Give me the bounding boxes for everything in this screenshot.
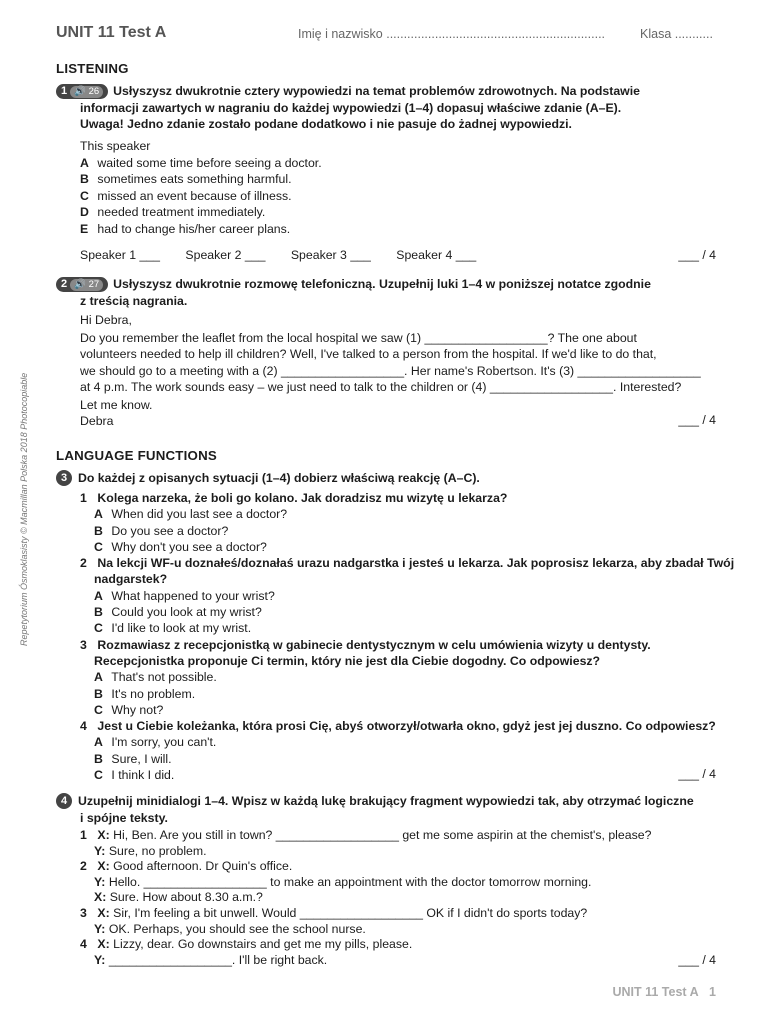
exercise-1-badge: 1 🔊 26 [56, 84, 108, 99]
ex3-q4-option-a: A I'm sorry, you can't. [94, 735, 217, 750]
exercise-1-lead: This speaker [80, 139, 151, 153]
dialog-2: 2 X: Good afternoon. Dr Quin's office. [80, 859, 293, 874]
audio-track-icon: 🔊 26 [70, 86, 103, 98]
speaker-2-blank[interactable]: Speaker 2 ___ [185, 248, 266, 262]
ex3-question-1: 1 Kolega narzeka, że boli go kolano. Jak doradzisz mu wizytę u lekarza? [80, 491, 508, 505]
ex3-q4-option-c: C I think I did. [94, 768, 175, 783]
name-field: Imię i nazwisko ............................................................... [298, 27, 606, 41]
ex3-q1-option-b: B Do you see a doctor? [94, 523, 229, 538]
dialog-4: 4 X: Lizzy, dear. Go downstairs and get me my pills, please. [80, 937, 413, 952]
speaker-answer-row [80, 247, 720, 264]
dialog-1: 1 X: Hi, Ben. Are you still in town? __________________ get me some aspirin at the chemist's, please? [80, 828, 652, 842]
audio-track-icon: 🔊 27 [70, 279, 103, 291]
option-d: D needed treatment immediately. [80, 205, 266, 219]
exercise-2-instruction: 2 🔊 27 Usłyszysz dwukrotnie rozmowę telefoniczną. Uzupełnij luki 1–4 w poniższej notatce zgodnie z treścią nagrania. [56, 276, 716, 309]
exercise-3-instruction: 3 Do każdej z opisanych sytuacji (1–4) dobierz właściwą reakcję (A–C). [56, 470, 716, 487]
ex3-q2-option-b: B Could you look at my wrist? [94, 605, 262, 620]
dialog-3: 3 X: Sir, I'm feeling a bit unwell. Would __________________ OK if I didn't do sports today? [80, 905, 588, 920]
speaker-4-blank[interactable]: Speaker 4 ___ [396, 248, 477, 262]
exercise-3-badge: 3 [56, 470, 72, 486]
speaker-1-blank[interactable]: Speaker 1 ___ [80, 248, 160, 262]
exercise-1-instruction: 1 🔊 26 Usłyszysz dwukrotnie cztery wypowiedzi na temat problemów zdrowotnych. Na podstawie informacji zawartych w nagraniu do każdej wypowiedzi (1–4) dopasuj właściwe zdanie (A–E). Uwaga! Jedno zdanie zostało podane dodatkowo i nie pasuje do żadnej wypowiedzi. [56, 83, 716, 133]
page-number: 1 [709, 985, 716, 999]
exercise-1-options [80, 138, 720, 237]
unit-title: UNIT 11 Test A [56, 24, 167, 41]
klasa-field: Klasa ........... [640, 27, 713, 41]
option-c: C missed an event because of illness. [80, 188, 292, 203]
exercise-1-score: ___ / 4 [678, 248, 716, 262]
ex3-q1-option-a: A When did you last see a doctor? [94, 507, 288, 522]
exercise-3-score: ___ / 4 [678, 767, 716, 781]
exercise-4-dialogs: 1 X: Hi, Ben. Are you still in town? __________________ get me some aspirin at the chemist's, please? Y: Sure, no problem. 2 X: Good afternoon. Dr Quin's office. Y: Hello. __________________ to make an appointment with the doctor tomorrow morning. X: Sure. How about 8.30 a.m.? 3 X: Sir, I'm feeling a bit unwell. Would __________________ OK if I didn't do sports today? Y: OK. Perhaps, you should see the school nurse. 4 X: Lizzy, dear. Go downstairs and get me my pills, please. Y: __________________. I'll be right back. [80, 828, 720, 968]
ex3-question-4: 4 Jest u Ciebie koleżanka, która prosi Cię, abyś otworzył/otwarła okno, gdyż jest jej duszno. Co odpowiesz? [80, 719, 716, 734]
exercise-3-items: 1 Kolega narzeka, że boli go kolano. Jak doradzisz mu wizytę u lekarza? A When did you last see a doctor? B Do you see a doctor? C Why don't you see a doctor? 2 Na lekcji WF-u doznałeś/doznałaś urazu nadgarstka i jesteś u lekarza. Jak poprosisz lekarza, aby zbadał Twój nadgarstek? A What happened to your wrist? B Could you look at my wrist? C I'd like to look at my wrist. 3 Rozmawiasz z recepcjonistką w gabinecie dentystycznym w celu umówienia wizyty u dentysty. Recepcjonistka proponuje Ci termin, który nie jest dla Ciebie dogodny. Co odpowiesz? A That's not possible. B It's no problem. C Why not? 4 Jest u Ciebie koleżanka, która prosi Cię, abyś otworzył/otwarła okno, gdyż jest jej duszno. Co odpowiesz? A I'm sorry, you can't. B Sure, I will. C I think I did. [80, 491, 735, 783]
exercise-2-score: ___ / 4 [678, 413, 716, 427]
ex3-q3-option-c: C Why not? [94, 702, 164, 717]
ex3-q4-option-b: B Sure, I will. [94, 751, 172, 766]
speaker-3-blank[interactable]: Speaker 3 ___ [290, 248, 371, 262]
ex3-q3-option-a: A That's not possible. [94, 670, 217, 685]
option-a: A waited some time before seeing a doctor. [80, 155, 322, 170]
exercise-2-badge: 2 🔊 27 [56, 277, 108, 292]
page-footer: UNIT 11 Test A 1 [612, 985, 716, 999]
exercise-4-badge: 4 [56, 793, 72, 809]
section-title-language-functions: LANGUAGE FUNCTIONS [56, 448, 217, 463]
ex3-q1-option-c: C Why don't you see a doctor? [94, 539, 267, 554]
option-b: B sometimes eats something harmful. [80, 172, 292, 186]
section-title-listening: LISTENING [56, 61, 129, 76]
ex3-question-3: 3 Rozmawiasz z recepcjonistką w gabinecie dentystycznym w celu umówienia wizyty u dentysty. [80, 637, 651, 652]
ex3-question-2: 2 Na lekcji WF-u doznałeś/doznałaś urazu nadgarstka i jesteś u lekarza. Jak poprosisz lekarza, aby zbadał Twój [80, 556, 735, 571]
exercise-4-instruction: 4 Uzupełnij minidialogi 1–4. Wpisz w każdą lukę brakujący fragment wypowiedzi tak, aby otrzymać logiczne i spójne teksty. [56, 793, 716, 826]
option-e: E had to change his/her career plans. [80, 221, 291, 236]
exercise-4-score: ___ / 4 [678, 953, 716, 967]
exercise-2-note: Hi Debra, Do you remember the leaflet from the local hospital we saw (1) __________________? The one about volunteers needed to help ill children? Well, I've talked to a person from the hospital. If we'd like to do that, we should go to a meeting with a (2) __________________. Her name's Robertson. It's (3) __________________ at 4 p.m. The work sounds easy – we just need to talk to the children or (4) __________________. Interested? Let me know. Debra [80, 313, 701, 429]
ex3-q2-option-a: A What happened to your wrist? [94, 588, 275, 603]
ex3-q2-option-c: C I'd like to look at my wrist. [94, 621, 252, 636]
ex3-q3-option-b: B It's no problem. [94, 686, 196, 701]
copyright-side-note: Repetytorium Ósmoklasisty © Macmillan Polska 2018 Photocopiable [19, 372, 29, 646]
